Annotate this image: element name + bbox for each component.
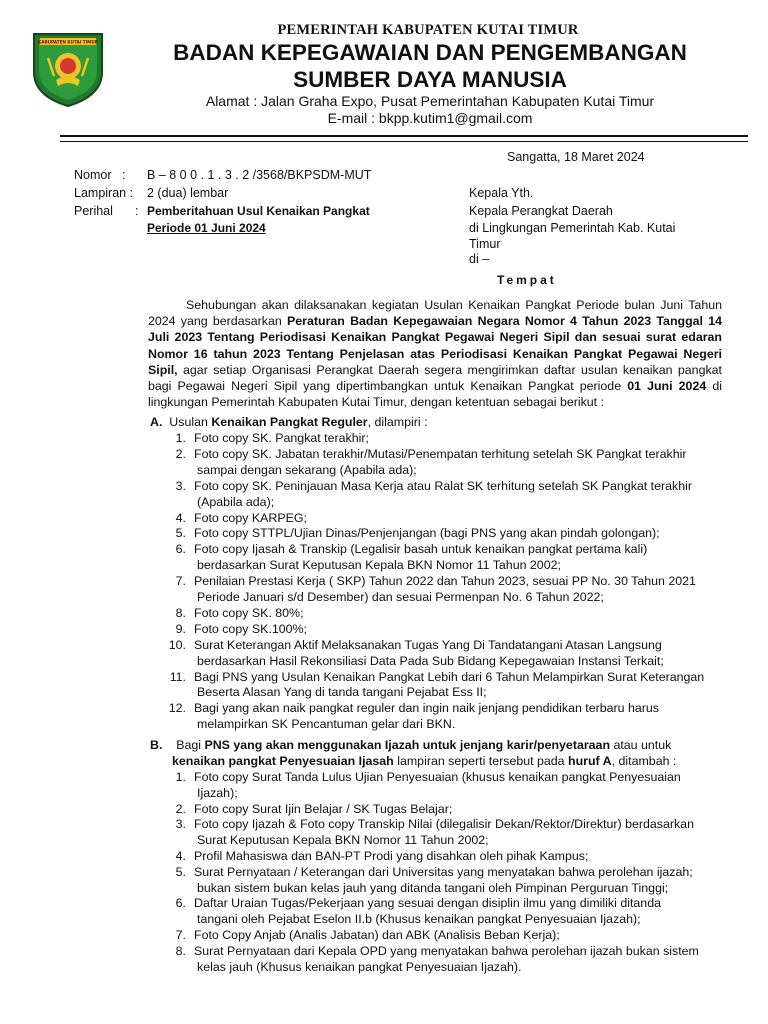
- nomor-colon: :: [122, 168, 126, 182]
- regency-emblem-logo: [28, 28, 108, 108]
- section-b-item-text: Surat Pernyataan / Keterangan dari Universitas yang menyatakan bahwa perolehan ijazah;: [194, 864, 693, 879]
- section-b-item-number: 7.: [175, 928, 186, 942]
- section-a-item-continuation: Beserta Alasan Yang di tanda tangani Pejabat Ess II;: [197, 685, 487, 700]
- section-a-item-number: 4.: [175, 510, 186, 525]
- recipient-line2: Kepala Perangkat Daerah: [469, 204, 613, 218]
- section-b-item-text: Foto copy Surat Tanda Lulus Ujian Penyesuaian (khusus kenaikan pangkat Penyesuaian: [194, 770, 681, 784]
- recipient-line4: Timur: [469, 237, 501, 251]
- section-b-item-text: Foto Copy Anjab (Analis Jabatan) dan ABK (Analisis Beban Kerja);: [194, 928, 560, 942]
- section-a-item-number: 10.: [168, 637, 186, 652]
- recipient-salutation: Kepala Yth.: [469, 186, 534, 200]
- nomor-label: Nomor: [74, 168, 112, 182]
- section-a-item-text: Foto copy SK.100%;: [194, 621, 307, 636]
- section-a-item-number: 1.: [175, 431, 186, 445]
- section-b-item-text: Daftar Uraian Tugas/Pekerjaan yang sesuai dengan disiplin ilmu yang dimiliki ditanda: [194, 896, 661, 911]
- perihal-line2: Periode 01 Juni 2024: [147, 221, 266, 235]
- section-b-item-text: Foto copy Surat Ijin Belajar / SK Tugas Belajar;: [194, 801, 453, 816]
- perihal-line1: Pemberitahuan Usul Kenaikan Pangkat: [147, 204, 370, 218]
- section-a-item-text: Foto copy Ijasah & Transkip (Legalisir basah untuk kenaikan pangkat pertama kali): [194, 542, 648, 557]
- section-b-item-text: Foto copy Ijazah & Foto copy Transkip Nilai (dilegalisir Dekan/Rektor/Direktur) berdasarkan: [194, 817, 694, 832]
- section-b-item-number: 2.: [175, 801, 186, 816]
- perihal-colon: :: [135, 204, 139, 218]
- section-a-item-text: Bagi PNS yang Usulan Kenaikan Pangkat Lebih dari 6 Tahun Melampirkan Surat Keterangan: [194, 669, 705, 684]
- section-a-item-number: 12.: [168, 701, 186, 716]
- logo-caption: KABUPATEN KUTAI TIMUR: [38, 39, 98, 45]
- letterhead-rule-thick: [60, 135, 748, 137]
- section-b-item-continuation: Ijazah);: [197, 785, 238, 800]
- section-a-item-number: 6.: [175, 542, 186, 557]
- agency-address: Alamat : Jalan Graha Expo, Pusat Pemerintahan Kabupaten Kutai Timur: [205, 93, 655, 109]
- section-b-item-continuation: tangani oleh Pejabat Eselon II.b (Khusus kenaikan pangkat Penyesuaian Ijazah);: [197, 912, 641, 927]
- agency-name-line1: BADAN KEPEGAWAIAN DAN PENGEMBANGAN: [173, 40, 687, 65]
- section-a-item-text: Bagi yang akan naik pangkat reguler dan ingin naik jenjang pendidikan terbaru harus: [194, 701, 659, 716]
- section-b-item-continuation: Surat Keputusan Kepala BKN Nomor 11 Tahun 2002;: [197, 833, 489, 848]
- section-a-item-continuation: sampai dengan sekarang (Apabila ada);: [197, 462, 417, 477]
- section-a-item-continuation: berdasarkan Hasil Rekonsiliasi Data Pada Sub Bidang Kepegawaian Instansi Terkait;: [197, 653, 664, 668]
- section-a-item-number: 9.: [175, 621, 186, 636]
- agency-email: E-mail : bkpp.kutim1@gmail.com: [327, 110, 533, 126]
- section-b-item-number: 4.: [175, 849, 186, 863]
- section-b-item-continuation: bukan sistem bukan kelas jauh yang ditanda tangani oleh Pimpinan Perguruan Tinggi;: [197, 880, 669, 895]
- section-a-item-text: Foto copy KARPEG;: [194, 510, 307, 525]
- section-b-item-number: 3.: [175, 817, 186, 832]
- section-a-item-text: Surat Keterangan Aktif Melaksanakan Tugas Yang Di Tandatangani Atasan Langsung: [194, 637, 662, 652]
- section-a-item-number: 8.: [175, 605, 186, 620]
- section-b-heading-line2: kenaikan pangkat Penyesuaian Ijasah lampiran seperti tersebut pada huruf A, ditambah :: [172, 754, 677, 768]
- section-a-item-text: Foto copy SK. Pangkat terakhir;: [194, 431, 369, 445]
- lampiran-value: 2 (dua) lembar: [147, 186, 229, 200]
- section-a-heading: A. Usulan Kenaikan Pangkat Reguler, dilampiri :: [150, 415, 428, 429]
- section-a-item-number: 11.: [169, 669, 186, 684]
- section-b-item-number: 6.: [175, 896, 186, 911]
- section-a-item-number: 7.: [175, 574, 186, 589]
- recipient-line3: di Lingkungan Pemerintah Kab. Kutai: [469, 221, 676, 235]
- section-b-item-number: 5.: [175, 864, 186, 879]
- lampiran-label: Lampiran :: [74, 186, 134, 200]
- section-a-item-continuation: (Apabila ada);: [197, 494, 275, 509]
- government-name: PEMERINTAH KABUPATEN KUTAI TIMUR: [277, 22, 579, 38]
- section-a-item-continuation: Periode Januari s/d Desember) dan sesuai Permenpan No. 6 Tahun 2022;: [197, 590, 604, 604]
- section-b-item-number: 1.: [175, 770, 186, 784]
- perihal-label: Perihal: [74, 204, 113, 218]
- recipient-line5: di –: [469, 252, 490, 266]
- section-a-item-text: Foto copy STTPL/Ujian Dinas/Penjenjangan (bagi PNS yang akan pindah golongan);: [194, 526, 660, 541]
- section-a-item-number: 2.: [175, 446, 186, 461]
- letterhead-rule-thin: [60, 141, 748, 142]
- section-a-item-text: Penilaian Prestasi Kerja ( SKP) Tahun 2022 dan Tahun 2023, sesuai PP No. 30 Tahun 2021: [194, 574, 696, 589]
- nomor-value: B – 8 0 0 . 1 . 3 . 2 /3568/BKPSDM-MUT: [147, 168, 372, 182]
- intro-paragraph: Sehubungan akan dilaksanakan kegiatan Usulan Kenaikan Pangkat Periode bulan Juni Tahun 2024 yang berdasarkan Peraturan Badan Kepegawaian Negara Nomor 4 Tahun 2023 Tanggal 14 Juli 2023 Tentang Periodisasi Kenaikan Pangkat Pegawai Negeri Sipil dan sesuai surat edaran Nomor 16 tahun 2023 Tentang Penjelasan atas Periodisasi Kenaikan Pangkat Pegawai Negeri Sipil, agar setiap Organisasi Perangkat Daerah segera mengirimkan daftar usulan kenaikan pangkat bagi Pegawai Negeri Sipil yang dipertimbangkan untuk Kenaikan Pangkat periode 01 Juni 2024 di lingkungan Pemerintah Kabupaten Kutai Timur, dengan ketentuan sebagai berikut :: [148, 298, 723, 410]
- section-a-item-continuation: melampirkan SK Pencantuman gelar dari BKN.: [197, 717, 456, 732]
- section-a-item-continuation: berdasarkan Surat Keputusan Kepala BKN Nomor 11 Tahun 2002;: [197, 558, 561, 573]
- agency-name-line2: SUMBER DAYA MANUSIA: [293, 67, 567, 92]
- recipient-tempat: Tempat: [497, 273, 557, 287]
- section-b-item-text: Surat Pernyataan dari Kepala OPD yang menyatakan bahwa perolehan ijazah bukan sistem: [194, 943, 699, 958]
- section-b-item-continuation: kelas jauh (Khusus kenaikan pangkat Penyesuaian Ijazah).: [197, 959, 522, 974]
- section-b-heading-line1: B. Bagi PNS yang akan menggunakan Ijazah untuk jenjang karir/penyetaraan atau untuk: [150, 738, 672, 752]
- section-a-item-text: Foto copy SK. Jabatan terakhir/Mutasi/Penempatan terhitung setelah SK Pangkat terakhir: [194, 446, 687, 461]
- section-a-item-text: Foto copy SK. Peninjauan Masa Kerja atau Ralat SK terhitung setelah SK Pangkat terakhir: [194, 478, 692, 493]
- section-b-item-text: Profil Mahasiswa dan BAN-PT Prodi yang disahkan oleh pihak Kampus;: [194, 849, 589, 863]
- section-a-item-number: 3.: [175, 478, 186, 493]
- section-b-item-number: 8.: [175, 943, 186, 958]
- section-a-item-text: Foto copy SK. 80%;: [194, 605, 304, 620]
- letter-date: Sangatta, 18 Maret 2024: [507, 150, 645, 164]
- section-a-item-number: 5.: [175, 526, 186, 541]
